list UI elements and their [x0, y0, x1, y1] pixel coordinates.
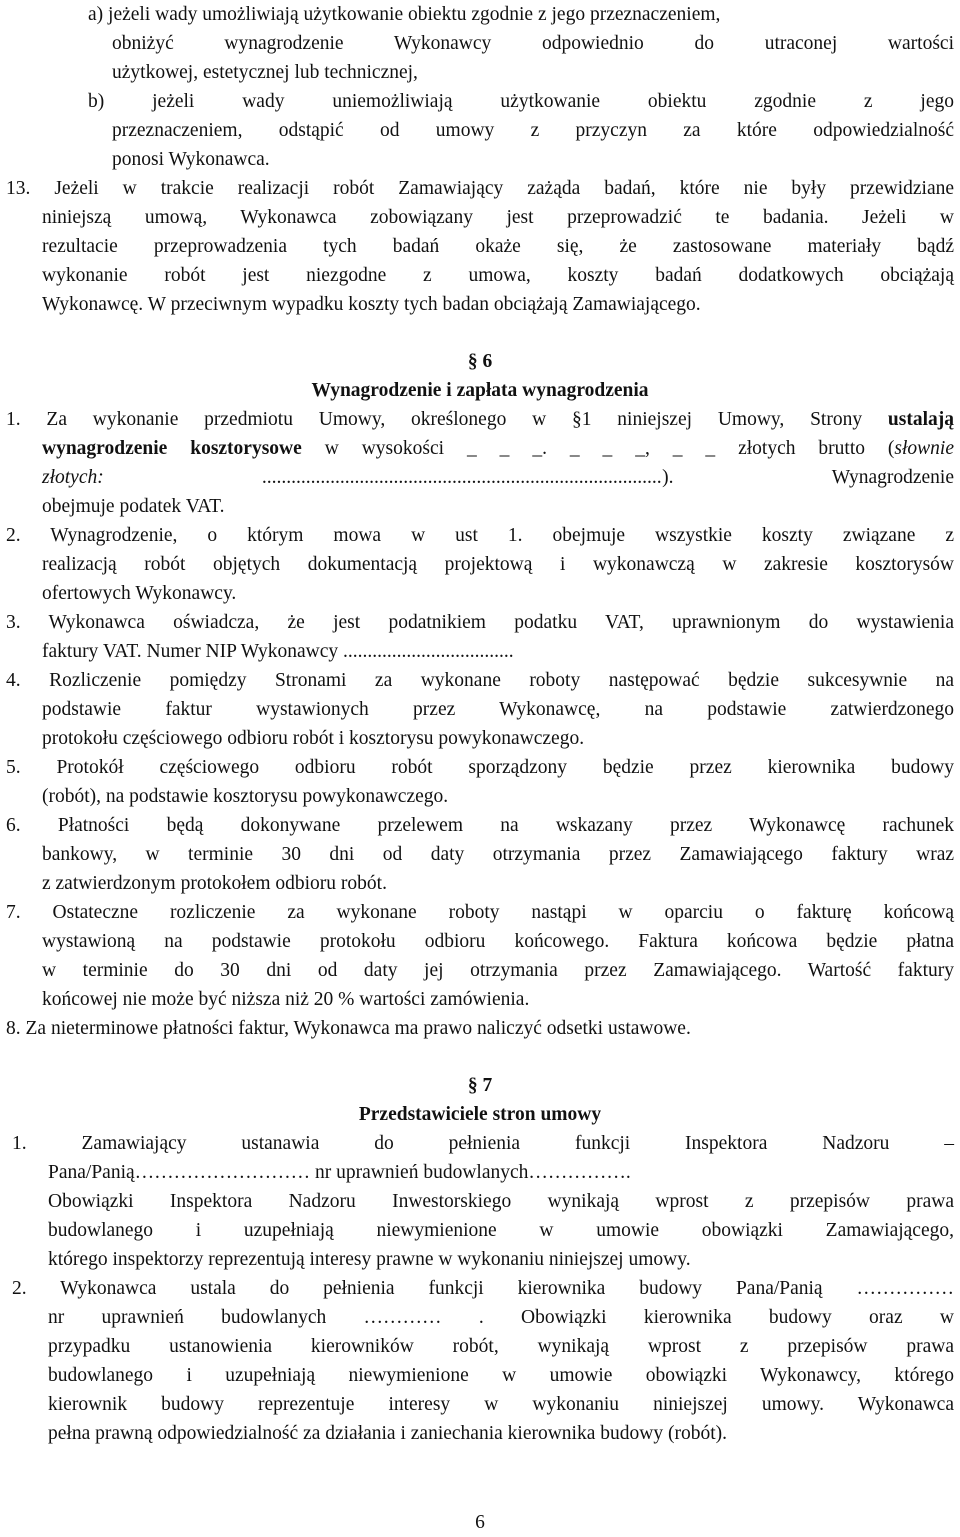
s6-p5-line1: 5. Protokół częściowego odbioru robót sporządzony będzie przez kierownika budowy [6, 757, 954, 778]
s7-p1-line5: którego inspektorzy reprezentują interesy prawne w wykonaniu niniejszej umowy. [48, 1249, 691, 1270]
s6-p1-text2: w wysokości _ _ _. _ _ _, _ _ złotych brutto ( [301, 438, 895, 459]
s6-p1-line3 [42, 463, 954, 492]
item-a-line3: użytkowej, estetycznej lub technicznej, [112, 62, 418, 83]
s7-p1-line1: 1. Zamawiający ustanawia do pełnienia funkcji Inspektora Nadzoru – [12, 1133, 954, 1154]
section-6-title: Wynagrodzenie i zapłata wynagrodzenia [311, 380, 649, 401]
s6-p2-line2: realizacją robót objętych dokumentacją projektową i wykonawczą w zakresie kosztorysów [42, 554, 954, 575]
s7-p2-line5: kierownik budowy reprezentuje interesy w wykonaniu niniejszej umowy. Wykonawca [48, 1394, 954, 1415]
s6-p1-italic: słownie [894, 438, 954, 459]
s7-p2-line2: nr uprawnień budowlanych ………… . Obowiązki kierownika budowy oraz w [48, 1307, 954, 1328]
s6-p1-line2 [42, 434, 954, 463]
s6-p6-line1: 6. Płatności będą dokonywane przelewem na wskazany przez Wykonawcę rachunek [6, 815, 954, 836]
s6-p1-bold2: wynagrodzenie kosztorysowe [42, 438, 302, 459]
s7-p1-line4: budowlanego i uzupełniają niewymienione w umowie obowiązki Zamawiającego, [48, 1220, 954, 1241]
section-7-title: Przedstawiciele stron umowy [358, 1104, 602, 1125]
s6-p1-line1 [6, 405, 954, 434]
s7-p2-line1: 2. Wykonawca ustala do pełnienia funkcji kierownika budowy Pana/Panią …………… [12, 1278, 954, 1299]
s6-p3-line1: 3. Wykonawca oświadcza, że jest podatnikiem podatku VAT, uprawnionym do wystawienia [6, 612, 954, 633]
s6-p4-line3: protokołu częściowego odbioru robót i kosztorysu powykonawczego. [42, 728, 585, 749]
s6-p2-line3: ofertowych Wykonawcy. [42, 583, 237, 604]
s6-p6-line3: z zatwierdzonym protokołem odbioru robót. [42, 873, 387, 894]
s7-p1-line2: Pana/Panią……………………… nr uprawnień budowlanych……………. [48, 1162, 631, 1183]
s6-p7-line1: 7. Ostateczne rozliczenie za wykonane roboty nastąpi w oparciu o fakturę końcową [6, 902, 954, 923]
s6-p1-text: 1. Za wykonanie przedmiotu Umowy, określonego w §1 niniejszej Umowy, Strony [6, 409, 888, 430]
item-a-line1: a) jeżeli wady umożliwiają użytkowanie obiektu zgodnie z jego przeznaczeniem, [88, 4, 721, 25]
s6-p6-line2: bankowy, w terminie 30 dni od daty otrzymania przez Zamawiającego faktury wraz [42, 844, 954, 865]
s7-p1-line3: Obowiązki Inspektora Nadzoru Inwestorskiego wynikają wprost z przepisów prawa [48, 1191, 954, 1212]
s6-p1-line4: obejmuje podatek VAT. [42, 496, 225, 517]
s6-p1-bold: ustalają [887, 409, 954, 430]
item-b-line2: przeznaczeniem, odstąpić od umowy z przyczyn za które odpowiedzialność [112, 120, 954, 141]
para-13-line3: rezultacie przeprowadzenia tych badań okaże się, że zastosowane materiały bądź [42, 236, 954, 257]
s6-p4-line1: 4. Rozliczenie pomiędzy Stronami za wykonane roboty następować będzie sukcesywnie na [6, 670, 954, 691]
para-13-line4: wykonanie robót jest niezgodne z umowa, koszty badań dodatkowych obciążają [42, 265, 954, 286]
s6-p8-line1: 8. Za nieterminowe płatności faktur, Wykonawca ma prawo naliczyć odsetki ustawowe. [6, 1018, 691, 1039]
s6-p2-line1: 2. Wynagrodzenie, o którym mowa w ust 1. obejmuje wszystkie koszty związane z [6, 525, 954, 546]
s6-p1-text3: ). Wynagrodzenie [662, 467, 954, 488]
s6-p7-line3: w terminie do 30 dni od daty jej otrzymania przez Zamawiającego. Wartość faktury [42, 960, 954, 981]
s7-p2-line3: przypadku ustanowienia kierowników robót, wynikają wprost z przepisów prawa [48, 1336, 954, 1357]
s6-p7-line4: końcowej nie może być niższa niż 20 % wartości zamówienia. [42, 989, 530, 1010]
item-b-line3: ponosi Wykonawca. [112, 149, 270, 170]
s6-p7-line2: wystawioną na podstawie protokołu odbioru końcowego. Faktura końcowa będzie płatna [42, 931, 954, 952]
s6-p1-italic2: złotych: .................................................................................. [42, 467, 663, 488]
page-number: 6 [475, 1512, 485, 1533]
para-13-line1: 13. Jeżeli w trakcie realizacji robót Zamawiający zażąda badań, które nie były przewidziane [6, 178, 954, 199]
section-7-number: § 7 [467, 1075, 493, 1096]
s7-p2-line6: pełna prawną odpowiedzialność za działania i zaniechania kierownika budowy (robót). [48, 1423, 727, 1444]
section-6-number: § 6 [467, 351, 493, 372]
s6-p5-line2: (robót), na podstawie kosztorysu powykonawczego. [42, 786, 449, 807]
para-13-line2: niniejszą umową, Wykonawca zobowiązany jest przeprowadzić te badania. Jeżeli w [42, 207, 954, 228]
s6-p3-line2: faktury VAT. Numer NIP Wykonawcy ................................... [42, 641, 514, 662]
s6-p4-line2: podstawie faktur wystawionych przez Wykonawcę, na podstawie zatwierdzonego [42, 699, 954, 720]
para-13-line5: Wykonawcę. W przeciwnym wypadku koszty tych badan obciążają Zamawiającego. [42, 294, 701, 315]
item-a-line2: obniżyć wynagrodzenie Wykonawcy odpowiednio do utraconej wartości [112, 33, 954, 54]
s7-p2-line4: budowlanego i uzupełniają niewymienione w umowie obowiązki Wykonawcy, którego [48, 1365, 954, 1386]
item-b-line1: b) jeżeli wady uniemożliwiają użytkowanie obiektu zgodnie z jego [88, 91, 954, 112]
